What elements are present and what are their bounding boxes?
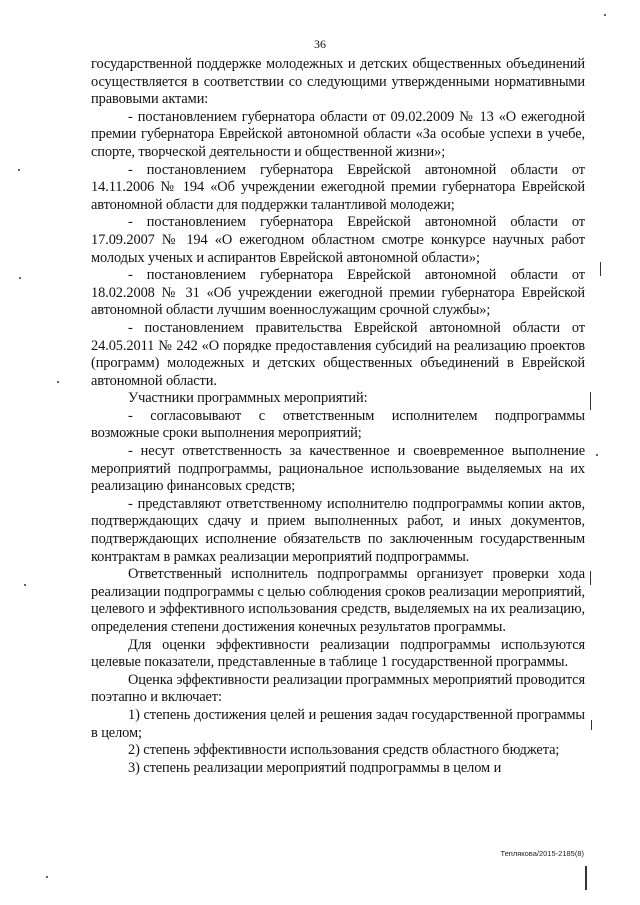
- scan-margin-mark: [591, 720, 592, 730]
- scan-dust-dot: [57, 381, 59, 383]
- scan-dust-dot: [596, 454, 598, 456]
- scan-margin-mark: [600, 262, 601, 276]
- paragraph: Оценка эффективности реализации программных мероприятий проводится поэтапно и включает:: [91, 671, 585, 706]
- paragraph: Участники программных мероприятий:: [128, 390, 368, 407]
- scan-dust-dot: [46, 876, 48, 878]
- paragraph: - несут ответственность за качественное и своевременное выполнение мероприятий подпрограммы, рациональное использование выделяемых на их реализацию финансовых средств;: [91, 443, 585, 495]
- scan-margin-mark: [590, 571, 591, 585]
- scan-dust-dot: [604, 14, 606, 16]
- paragraph: - постановлением губернатора Еврейской автономной области от 14.11.2006 № 194 «Об учреждении ежегодной премии губернатора Еврейской автономной области для поддержки талантливой молодежи;: [91, 161, 585, 213]
- paragraph: - постановлением губернатора Еврейской автономной области от 17.09.2007 № 194 «О ежегодном областном смотре конкурсе научных работ молодых ученых и аспирантов Еврейской автономной области»;: [91, 214, 585, 266]
- paragraph: - постановлением губернатора области от 09.02.2009 № 13 «О ежегодной премии губернатора Еврейской автономной области «За особые успехи в учебе, спорте, творческой деятельности и общественной жизни»;: [91, 108, 585, 160]
- scan-dust-dot: [18, 169, 20, 171]
- page-number: 36: [314, 37, 326, 51]
- paragraph: - представляют ответственному исполнителю подпрограммы копии актов, подтверждающих сдачу и прием выполненных работ, и иных документов, подтверждающих исполнение обязательств по заключенным государственным контрактам в рамках реализации мероприятий подпрограммы.: [91, 495, 585, 565]
- paragraph: Для оценки эффективности реализации подпрограммы используются целевые показатели, представленные в таблице 1 государственной программы.: [91, 636, 585, 671]
- paragraph: 1) степень достижения целей и решения задач государственной программы в целом;: [91, 706, 585, 741]
- paragraph: Ответственный исполнитель подпрограммы организует проверки хода реализации подпрограммы с целью соблюдения сроков реализации мероприятий, целевого и эффективного использования средств, выделяемых на их реализацию, определения степени достижения конечных результатов программы.: [91, 566, 585, 635]
- paragraph: государственной поддержке молодежных и детских общественных объединений осуществляется в соответствии со следующими утвержденными нормативными правовыми актами:: [91, 56, 585, 108]
- paragraph: 2) степень эффективности использования средств областного бюджета;: [128, 742, 560, 759]
- paragraph: 3) степень реализации мероприятий подпрограммы в целом и: [128, 759, 502, 776]
- scan-dust-dot: [24, 584, 26, 586]
- document-id-footer: Теплякова/2015-2185(8): [500, 849, 584, 858]
- scan-dust-dot: [19, 277, 21, 279]
- scan-margin-mark: [585, 866, 587, 890]
- paragraph: - согласовывают с ответственным исполнителем подпрограммы возможные сроки выполнения мероприятий;: [91, 407, 585, 442]
- body-text: [91, 56, 585, 777]
- scan-margin-mark: [590, 392, 591, 410]
- paragraph: - постановлением правительства Еврейской автономной области от 24.05.2011 № 242 «О порядке предоставления субсидий на реализацию проектов (программ) молодежных и детских общественных объединений в Еврейской автономной области.: [91, 319, 585, 389]
- paragraph: - постановлением губернатора Еврейской автономной области от 18.02.2008 № 31 «Об учреждении ежегодной премии губернатора Еврейской автономной области лучшим военнослужащим срочной службы»;: [91, 267, 585, 319]
